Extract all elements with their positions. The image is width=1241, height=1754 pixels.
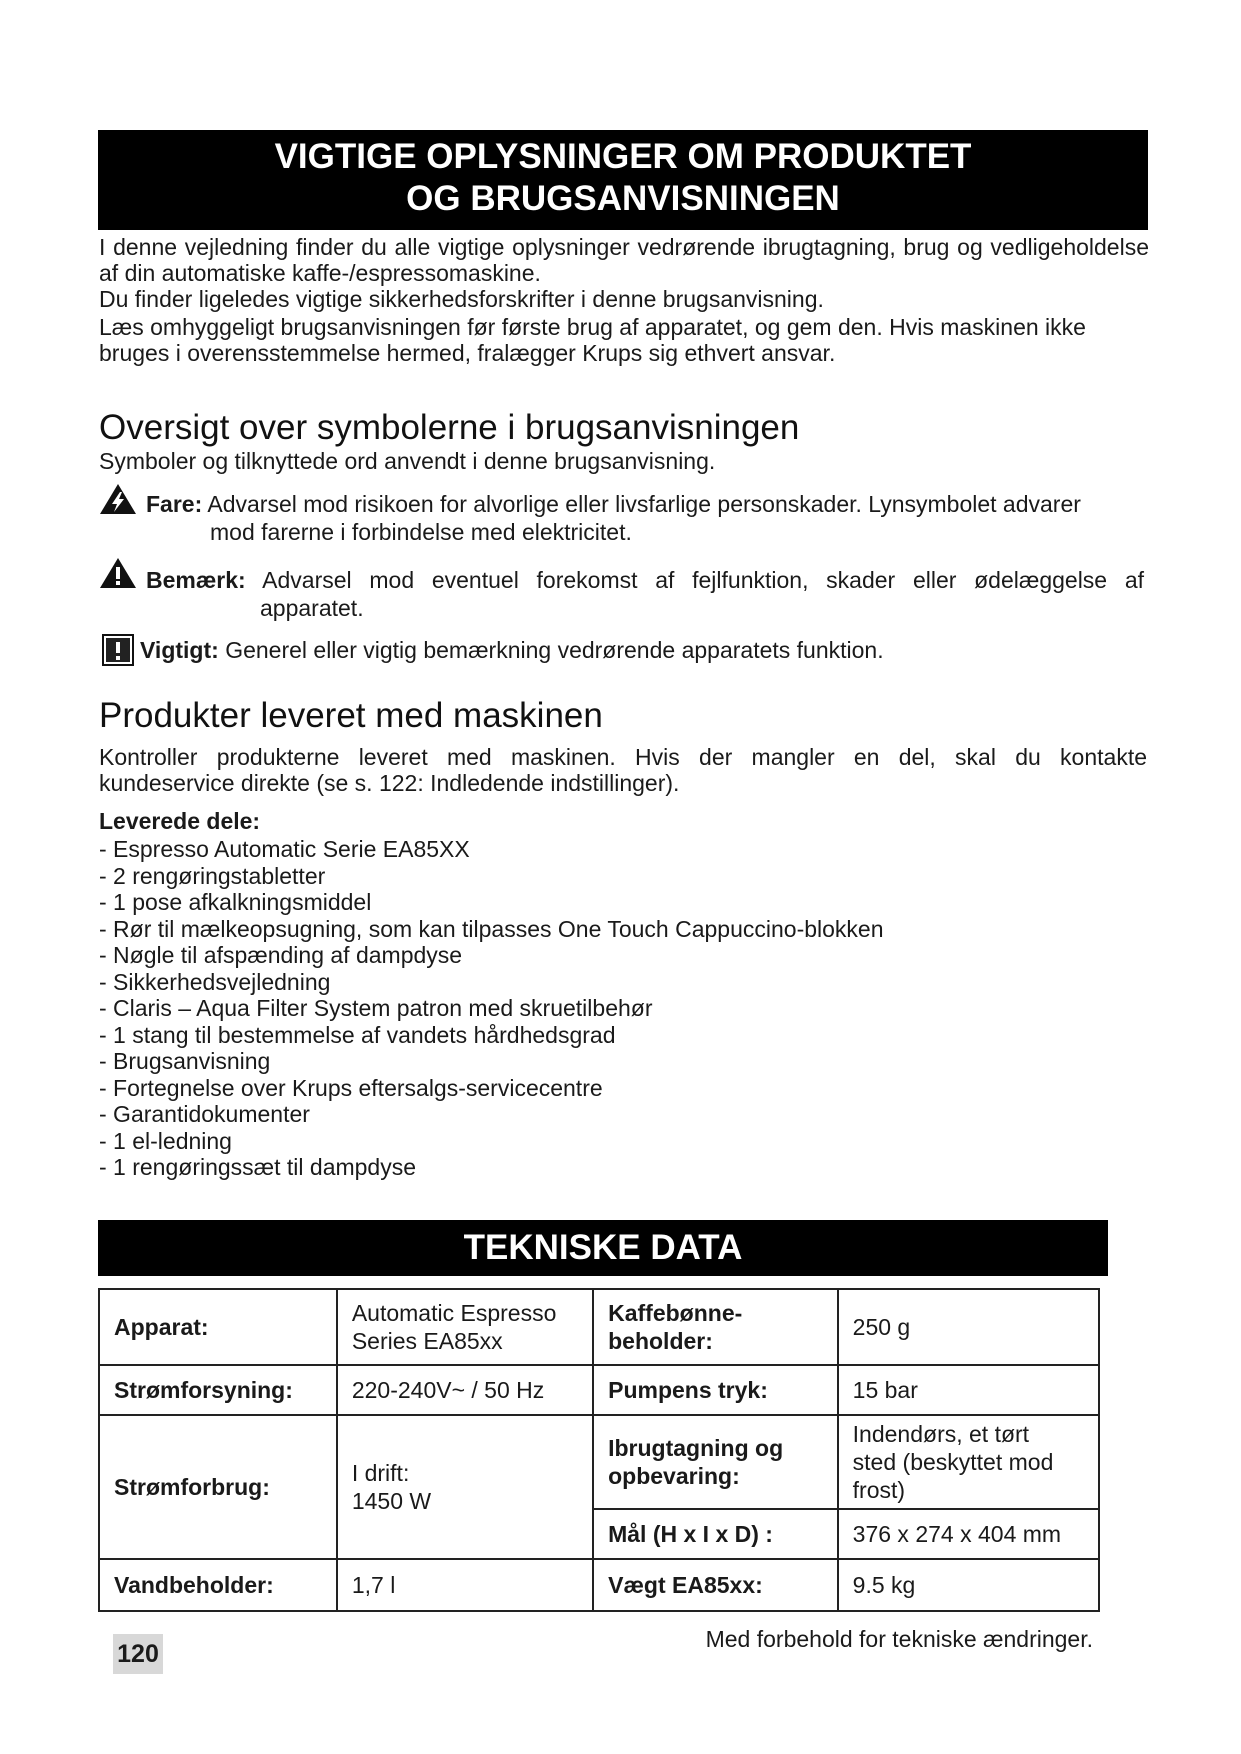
bemaerk-label: Bemærk: [146, 567, 246, 593]
kaffe-value: 250 g [838, 1289, 1099, 1365]
stroemforbrug-value: I drift: 1450 W [337, 1415, 593, 1559]
vaegt-label: Vægt EA85xx: [593, 1559, 838, 1611]
vigtigt-row [140, 636, 1140, 664]
list-item: - Sikkerhedsvejledning [99, 968, 331, 995]
list-item: - 1 rengøringssæt til dampdyse [99, 1154, 417, 1180]
parts-label: Leverede dele: [99, 808, 261, 834]
list-item: - Claris – Aqua Filter System patron med skruetilbehør [99, 995, 653, 1021]
fare-text-line1: Advarsel mod risikoen for alvorlige eller livsfarlige personskader. Lynsymbolet advarer [207, 491, 1081, 517]
important-exclamation-icon [102, 634, 134, 666]
vigtigt-label: Vigtigt: [140, 637, 219, 663]
list-item: - Espresso Automatic Serie EA85XX [99, 836, 470, 862]
header-title-line1: VIGTIGE OPLYSNINGER OM PRODUKTET [274, 137, 972, 176]
ibrug-value: Indendørs, et tørt sted (beskyttet mod frost) [838, 1415, 1099, 1509]
table-row [99, 1415, 1099, 1509]
tech-data-banner [98, 1220, 1108, 1276]
warning-triangle-icon [98, 556, 138, 590]
apparat-value: Automatic Espresso Series EA85xx [337, 1289, 593, 1365]
stroemforsyning-label: Strømforsyning: [99, 1365, 337, 1415]
fare-text-line2: mod farerne i forbindelse med elektricitet. [210, 519, 632, 545]
ibrug-label: Ibrugtagning og opbevaring: [593, 1415, 838, 1509]
table-row [99, 1365, 1099, 1415]
fare-label: Fare: [146, 491, 203, 517]
tech-data-table [98, 1288, 1100, 1612]
bemaerk-text-line1: Advarsel mod eventuel forekomst af fejlfunktion, skader eller ødelæggelse af [262, 567, 1144, 593]
tech-data-heading: TEKNISKE DATA [463, 1228, 743, 1267]
list-item: - Rør til mælkeopsugning, som kan tilpasses One Touch Cappuccino-blokken [99, 915, 884, 942]
apparat-label: Apparat: [99, 1289, 337, 1365]
vand-value: 1,7 l [337, 1559, 593, 1611]
intro-paragraph-1: I denne vejledning finder du alle vigtige oplysninger vedrørende ibrugtagning, brug og vedligeholdelse af din automatiske kaffe-/espressomaskine. [99, 234, 1149, 286]
list-item: - 1 stang til bestemmelse af vandets hårdhedsgrad [99, 1021, 616, 1048]
vand-label: Vandbeholder: [99, 1559, 337, 1611]
bemaerk-text-line2: apparatet. [260, 595, 364, 621]
header-banner [98, 130, 1148, 230]
symbols-heading: Oversigt over symbolerne i brugsanvisningen [99, 408, 800, 447]
stroemforsyning-value: 220-240V~ / 50 Hz [337, 1365, 593, 1415]
intro-paragraph-2: Du finder ligeledes vigtige sikkerhedsforskrifter i denne brugsanvisning. [99, 286, 824, 312]
list-item: - Fortegnelse over Krups eftersalgs-servicecentre [99, 1074, 603, 1101]
vaegt-value: 9.5 kg [838, 1559, 1099, 1611]
kaffe-label: Kaffebønne- beholder: [593, 1289, 838, 1365]
footer-note: Med forbehold for tekniske ændringer. [705, 1626, 1093, 1652]
table-row [99, 1559, 1099, 1611]
page-number: 120 [113, 1634, 163, 1674]
table-row [99, 1289, 1099, 1365]
list-item: - 1 el-ledning [99, 1127, 232, 1154]
vigtigt-text: Generel eller vigtig bemærkning vedrørende apparatets funktion. [225, 637, 884, 663]
fare-row [146, 490, 1146, 518]
bemaerk-row [146, 566, 1144, 594]
list-item: - 1 pose afkalkningsmiddel [99, 889, 372, 915]
intro-paragraph-3: Læs omhyggeligt brugsanvisningen før første brug af apparatet, og gem den. Hvis maskinen ikke bruges i overensstemmelse hermed, fralægger Krups sig ethvert ansvar. [99, 314, 1086, 366]
list-item: - Garantidokumenter [99, 1101, 310, 1127]
list-item: - Nøgle til afspænding af dampdyse [99, 942, 463, 968]
maal-label: Mål (H x I x D) : [593, 1509, 838, 1559]
symbols-subtitle: Symboler og tilknyttede ord anvendt i denne brugsanvisning. [99, 448, 716, 474]
list-item: - 2 rengøringstabletter [99, 862, 326, 889]
lightning-warning-icon [98, 482, 138, 516]
header-title-line2: OG BRUGSANVISNINGEN [406, 179, 840, 218]
stroemforbrug-label: Strømforbrug: [99, 1415, 337, 1559]
list-item: - Brugsanvisning [99, 1048, 271, 1074]
products-intro-line1: Kontroller produkterne leveret med maskinen. Hvis der mangler en del, skal du kontakte [99, 744, 1147, 770]
pumpe-value: 15 bar [838, 1365, 1099, 1415]
maal-value: 376 x 274 x 404 mm [838, 1509, 1099, 1559]
products-heading: Produkter leveret med maskinen [99, 696, 603, 735]
products-intro-line2: kundeservice direkte (se s. 122: Indledende indstillinger). [99, 770, 680, 796]
parts-list [99, 836, 884, 1181]
pumpe-label: Pumpens tryk: [593, 1365, 838, 1415]
